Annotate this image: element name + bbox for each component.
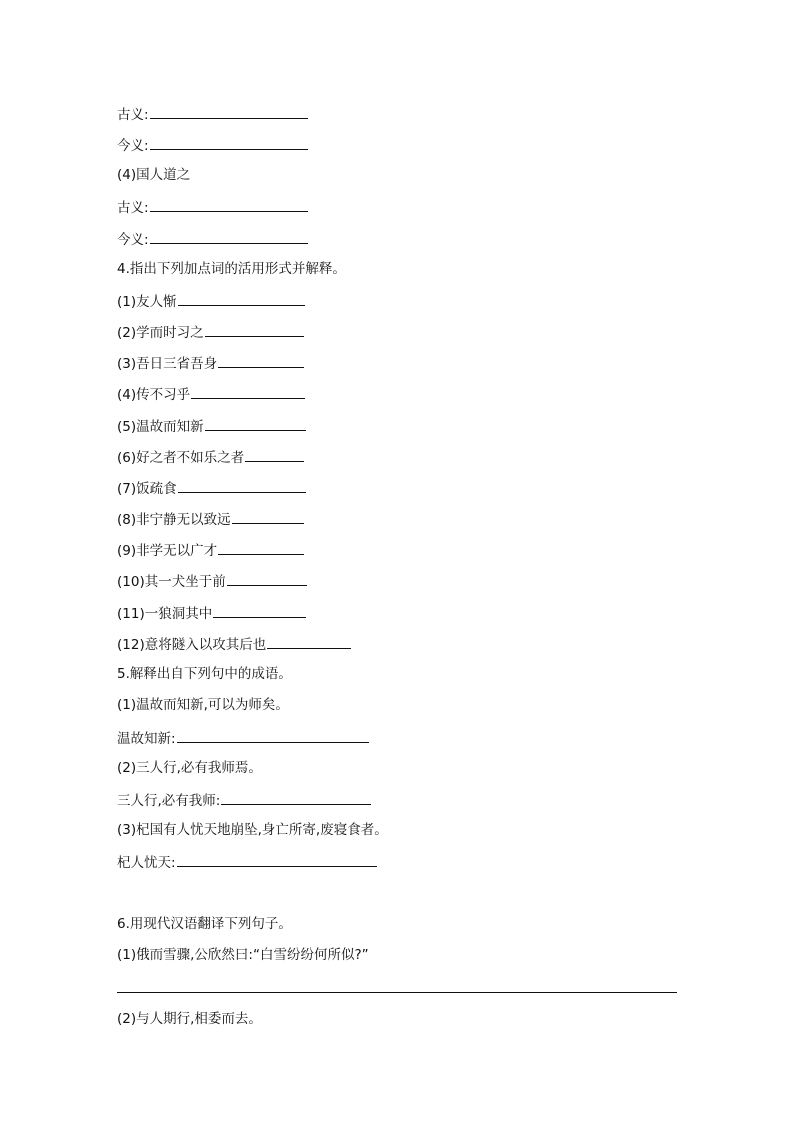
- question-item: (3)杞国有人忧天地崩坠,身亡所寄,废寝食者。: [117, 822, 388, 838]
- question-item: (1)温故而知新,可以为师矣。: [117, 697, 289, 713]
- answer-line-modern-meaning: 今义:: [117, 229, 308, 249]
- answer-blank[interactable]: [178, 291, 305, 306]
- answer-line-ancient-meaning: 古义:: [117, 197, 308, 217]
- question-item: (10)其一犬坐于前: [117, 571, 307, 591]
- question-item: (6)好之者不如乐之者: [117, 447, 304, 467]
- answer-blank[interactable]: [150, 197, 308, 212]
- answer-blank[interactable]: [221, 790, 371, 805]
- answer-blank[interactable]: [191, 384, 305, 399]
- translation-answer-line[interactable]: [117, 992, 677, 993]
- answer-line-modern-meaning: 今义:: [117, 135, 308, 155]
- question-heading: 4.指出下列加点词的活用形式并解释。: [117, 261, 346, 277]
- answer-blank[interactable]: [213, 603, 306, 618]
- answer-blank[interactable]: [227, 571, 307, 586]
- question-item: (2)与人期行,相委而去。: [117, 1011, 262, 1027]
- question-heading: 5.解释出自下列句中的成语。: [117, 666, 292, 682]
- answer-blank[interactable]: [205, 416, 306, 431]
- answer-blank[interactable]: [267, 634, 351, 649]
- answer-line-ancient-meaning: 古义:: [117, 104, 308, 124]
- answer-blank[interactable]: [178, 478, 306, 493]
- question-item: (2)学而时习之: [117, 322, 304, 342]
- answer-blank[interactable]: [205, 322, 304, 337]
- answer-line-idiom: 杞人忧天:: [117, 852, 377, 872]
- question-item: (8)非宁静无以致远: [117, 509, 304, 529]
- answer-blank[interactable]: [245, 447, 304, 462]
- question-item: (3)吾日三省吾身: [117, 353, 304, 373]
- question-item: (5)温故而知新: [117, 416, 306, 436]
- answer-line-idiom: 三人行,必有我师:: [117, 790, 371, 810]
- question-item: (9)非学无以广才: [117, 540, 304, 560]
- answer-blank[interactable]: [150, 104, 308, 119]
- answer-blank[interactable]: [218, 540, 304, 555]
- question-item: (7)饭疏食: [117, 478, 306, 498]
- answer-blank[interactable]: [177, 728, 369, 743]
- answer-blank[interactable]: [218, 353, 304, 368]
- question-item: (2)三人行,必有我师焉。: [117, 760, 262, 776]
- answer-blank[interactable]: [232, 509, 304, 524]
- answer-blank[interactable]: [150, 135, 308, 150]
- answer-line-idiom: 温故知新:: [117, 728, 369, 748]
- question-item: (1)俄而雪骤,公欣然曰:“白雪纷纷何所似?”: [117, 947, 369, 963]
- question-item: (4)国人道之: [117, 167, 191, 183]
- question-item: (4)传不习乎: [117, 384, 305, 404]
- question-item: (12)意将隧入以攻其后也: [117, 634, 351, 654]
- question-heading: 6.用现代汉语翻译下列句子。: [117, 916, 292, 932]
- answer-blank[interactable]: [150, 229, 308, 244]
- question-item: (1)友人惭: [117, 291, 305, 311]
- question-item: (11)一狼洞其中: [117, 603, 306, 623]
- answer-blank[interactable]: [177, 852, 377, 867]
